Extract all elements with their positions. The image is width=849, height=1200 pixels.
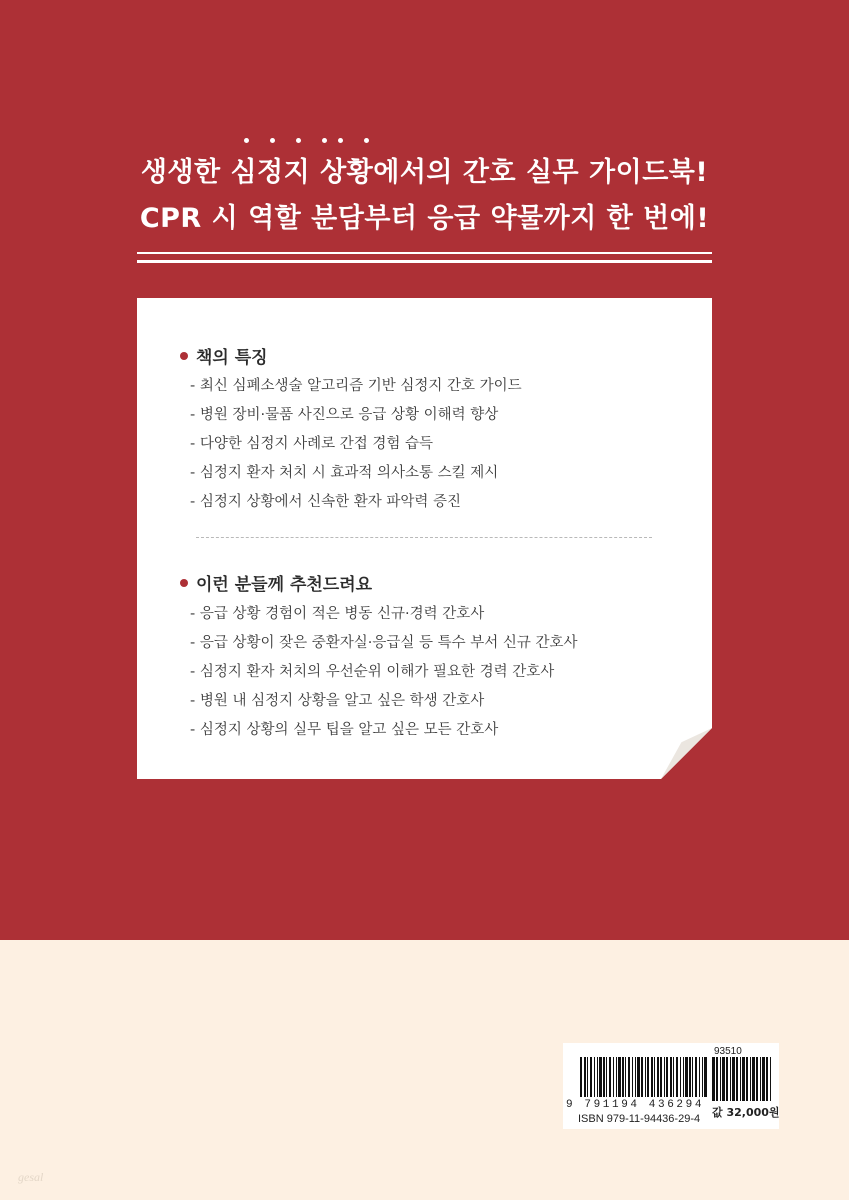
bullet-dot-icon (180, 352, 188, 360)
audience-title: 이런 분들께 추천드려요 (196, 575, 373, 595)
emphasis-dot (338, 138, 343, 143)
bullet-dot-icon (180, 579, 188, 587)
emphasis-dot (322, 138, 327, 143)
list-item: - 심정지 상황의 실무 팁을 알고 싶은 모든 간호사 (190, 722, 499, 738)
list-item: - 심정지 환자 처치의 우선순위 이해가 필요한 경력 간호사 (190, 664, 555, 680)
headline-line-2: CPR 시 역할 분담부터 응급 약물까지 한 번에! (139, 203, 710, 234)
emphasis-dot (244, 138, 249, 143)
features-list (190, 372, 522, 517)
list-item: - 응급 상황 경험이 적은 병동 신규·경력 간호사 (190, 606, 485, 622)
publisher-logo: gesal (18, 1170, 44, 1184)
dashed-separator (196, 537, 652, 538)
list-item: - 심정지 환자 처치 시 효과적 의사소통 스킬 제시 (190, 465, 499, 481)
add-on-barcode (712, 1057, 772, 1101)
divider-rule-thin (137, 252, 712, 254)
emphasis-dot (270, 138, 275, 143)
list-item: - 병원 장비·물품 사진으로 응급 상황 이해력 향상 (190, 407, 499, 423)
features-title: 책의 특징 (196, 348, 268, 368)
barcode-digits: 9 791194 436294 (566, 1099, 705, 1111)
list-item: - 최신 심폐소생술 알고리즘 기반 심정지 간호 가이드 (190, 378, 522, 394)
headline-line-1: 생생한 심정지 상황에서의 간호 실무 가이드북! (140, 157, 709, 188)
list-item: - 다양한 심정지 사례로 간접 경험 습득 (190, 436, 433, 452)
divider-rule-thick (137, 260, 712, 263)
add-on-code: 93510 (714, 1046, 742, 1057)
audience-list (190, 600, 578, 745)
list-item: - 응급 상황이 잦은 중환자실·응급실 등 특수 부서 신규 간호사 (190, 635, 578, 651)
features-heading (180, 343, 268, 368)
audience-heading (180, 570, 372, 595)
isbn-number: ISBN 979-11-94436-29-4 (578, 1113, 701, 1125)
emphasis-dot (296, 138, 301, 143)
emphasis-dot (364, 138, 369, 143)
list-item: - 병원 내 심정지 상황을 알고 싶은 학생 간호사 (190, 693, 485, 709)
list-item: - 심정지 상황에서 신속한 환자 파악력 증진 (190, 494, 462, 510)
isbn-barcode (580, 1057, 708, 1097)
price-label: 값 32,000원 (712, 1106, 780, 1119)
